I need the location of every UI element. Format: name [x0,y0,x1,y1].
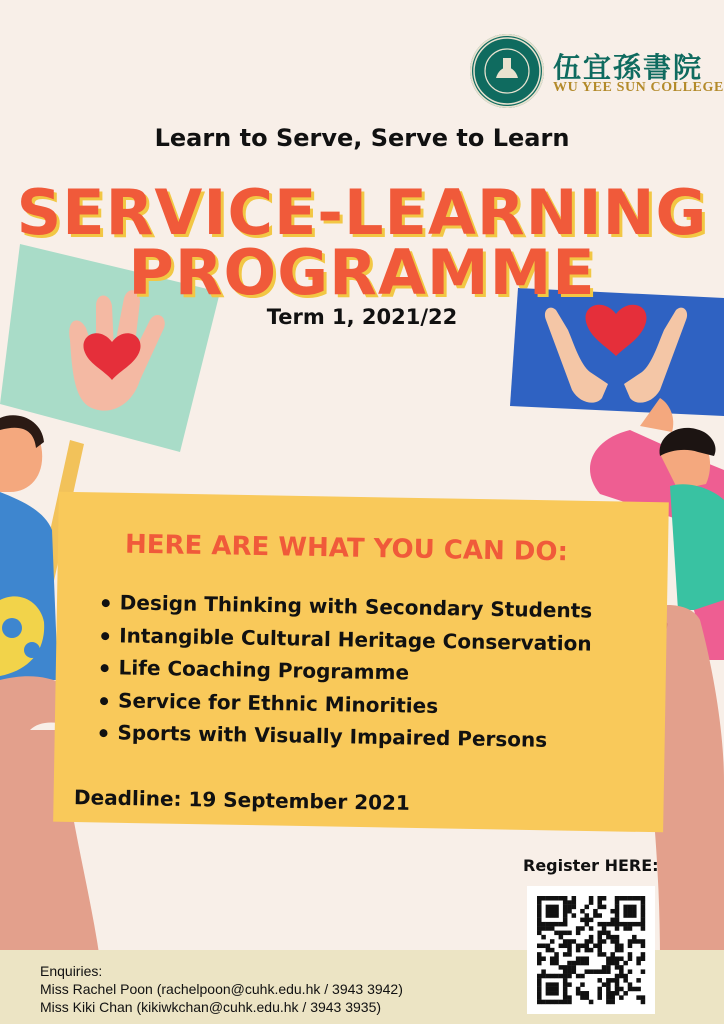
list-item-label: Sports with Visually Impaired Persons [117,720,548,752]
qr-code-icon [527,886,655,1014]
term-label: Term 1, 2021/22 [266,305,458,329]
list-item-label: Life Coaching Programme [118,655,410,685]
contact-rachel-poon: Miss Rachel Poon (rachelpoon@cuhk.edu.hk / 3943 3942) [40,981,403,997]
college-english-name: WU YEE SUN COLLEGE [553,80,724,95]
college-seal-logo [470,34,544,108]
bullet-icon [102,599,110,607]
bullet-icon [101,632,109,640]
contact-kiki-chan: Miss Kiki Chan (kikiwkchan@cuhk.edu.hk / 3943 3935) [40,999,382,1015]
deadline-text: Deadline: 19 September 2021 [73,785,411,815]
tagline: Learn to Serve, Serve to Learn [154,124,570,152]
programme-title-line2: PROGRAMME [128,236,596,309]
list-item-label: Intangible Cultural Heritage Conservation [119,622,592,656]
list-item-label: Design Thinking with Secondary Students [119,590,593,623]
enquiries-block [40,962,403,1016]
bullet-icon [101,664,109,672]
bullet-icon [99,729,107,737]
activities-list [95,590,628,762]
activities-heading: HERE ARE WHAT YOU CAN DO: [124,529,569,568]
register-label: Register HERE: [523,856,659,875]
registration-qr-code[interactable] [527,886,655,1014]
list-item-label: Service for Ethnic Minorities [117,687,439,718]
programme-title-line1: SERVICE-LEARNING [16,176,708,249]
seal-emblem-icon [470,34,544,108]
enquiries-label: Enquiries: [40,963,103,979]
bullet-icon [100,697,108,705]
college-chinese-name: 伍宜孫書院 [553,51,704,84]
